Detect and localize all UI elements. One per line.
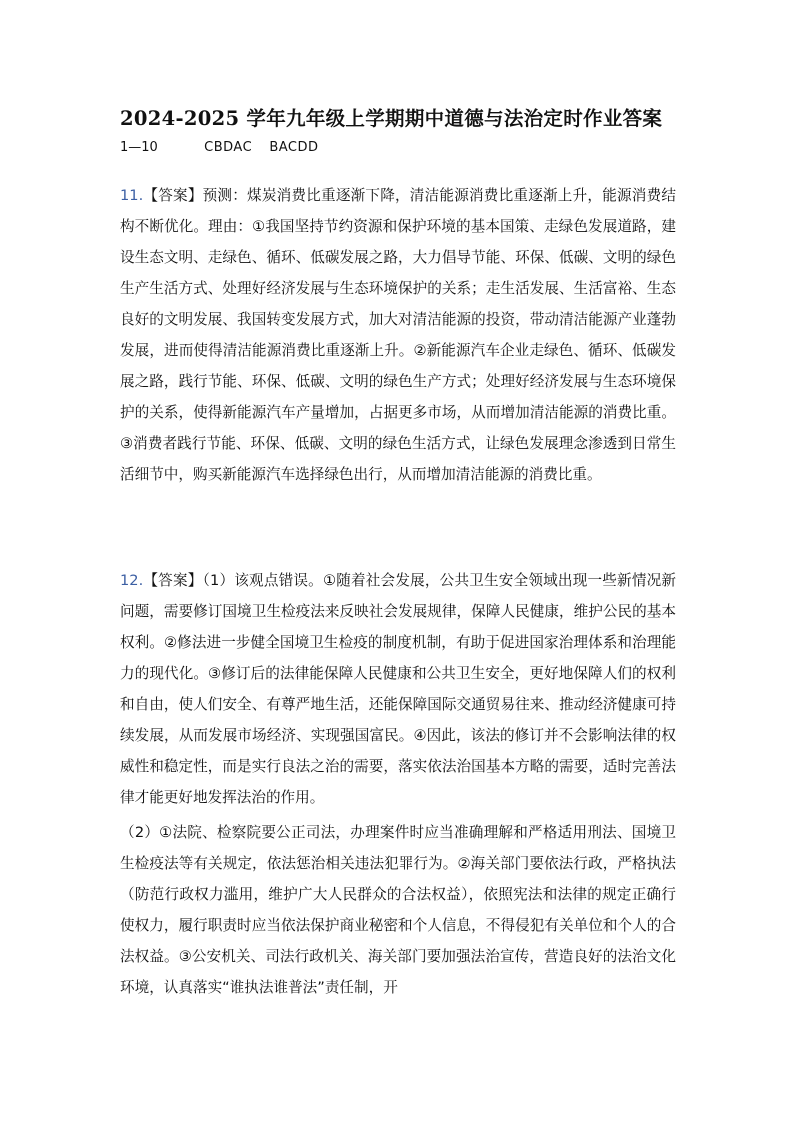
answer-label: 【答案】 (143, 187, 203, 204)
page-title: 2024-2025 学年九年级上学期期中道德与法治定时作业答案 (120, 107, 663, 130)
question-12-answer-part-2 (120, 817, 676, 1003)
answer-label: 【答案】 (143, 572, 203, 589)
question-11-answer (120, 180, 676, 490)
multiple-choice-answers (120, 140, 319, 155)
question-number: 11. (120, 187, 144, 204)
answer-text: 预测：煤炭消费比重逐渐下降，清洁能源消费比重逐渐上升，能源消费结构不断优化。理由：①我国坚持节约资源和保护环境的基本国策、走绿色发展道路，建设生态文明、走绿色、循环、低碳发展之路，大力倡导节能、环保、低碳、文明的绿色生产生活方式、处理好经济发展与生态环境保护的关系；走生活发展、生活富裕、生态良好的文明发展、我国转变发展方式，加大对清洁能源的投资，带动清洁能源产业蓬勃发展，进而使得清洁能源消费比重逐渐上升。②新能源汽车企业走绿色、循环、低碳发展之路，践行节能、环保、低碳、文明的绿色生产方式；处理好经济发展与生态环境保护的关系，使得新能源汽车产量增加，占据更多市场，从而增加清洁能源的消费比重。③消费者践行节能、环保、低碳、文明的绿色生活方式，让绿色发展理念渗透到日常生活细节中，购买新能源汽车选择绿色出行，从而增加清洁能源的消费比重。 (120, 187, 676, 483)
question-number: 12. (120, 572, 144, 589)
answer-range: 1—10 (120, 140, 158, 155)
answer-text: （2）①法院、检察院要公正司法，办理案件时应当准确理解和严格适用刑法、国境卫生检疫法等有关规定，依法惩治相关违法犯罪行为。②海关部门要依法行政，严格执法（防范行政权力滥用，维护广大人民群众的合法权益），依照宪法和法律的规定正确行使权力，履行职责时应当依法保护商业秘密和个人信息，不得侵犯有关单位和个人的合法权益。③公安机关、司法行政机关、海关部门要加强法治宣传，营造良好的法治文化环境，认真落实“谁执法谁普法”责任制，开 (120, 824, 676, 996)
answer-group-1: CBDAC (204, 140, 253, 155)
question-12-answer-part-1 (120, 565, 676, 813)
answer-group-2: BACDD (269, 140, 319, 155)
answer-text: （1）该观点错误。①随着社会发展，公共卫生安全领域出现一些新情况新问题，需要修订国境卫生检疫法来反映社会发展规律，保障人民健康，维护公民的基本权利。②修法进一步健全国境卫生检疫的制度机制，有助于促进国家治理体系和治理能力的现代化。③修订后的法律能保障人民健康和公共卫生安全，更好地保障人们的权利和自由，使人们安全、有尊严地生活，还能保障国际交通贸易往来、推动经济健康可持续发展，从而发展市场经济、实现强国富民。④因此，该法的修订并不会影响法律的权威性和稳定性，而是实行良法之治的需要，落实依法治国基本方略的需要，适时完善法律才能更好地发挥法治的作用。 (120, 572, 676, 806)
